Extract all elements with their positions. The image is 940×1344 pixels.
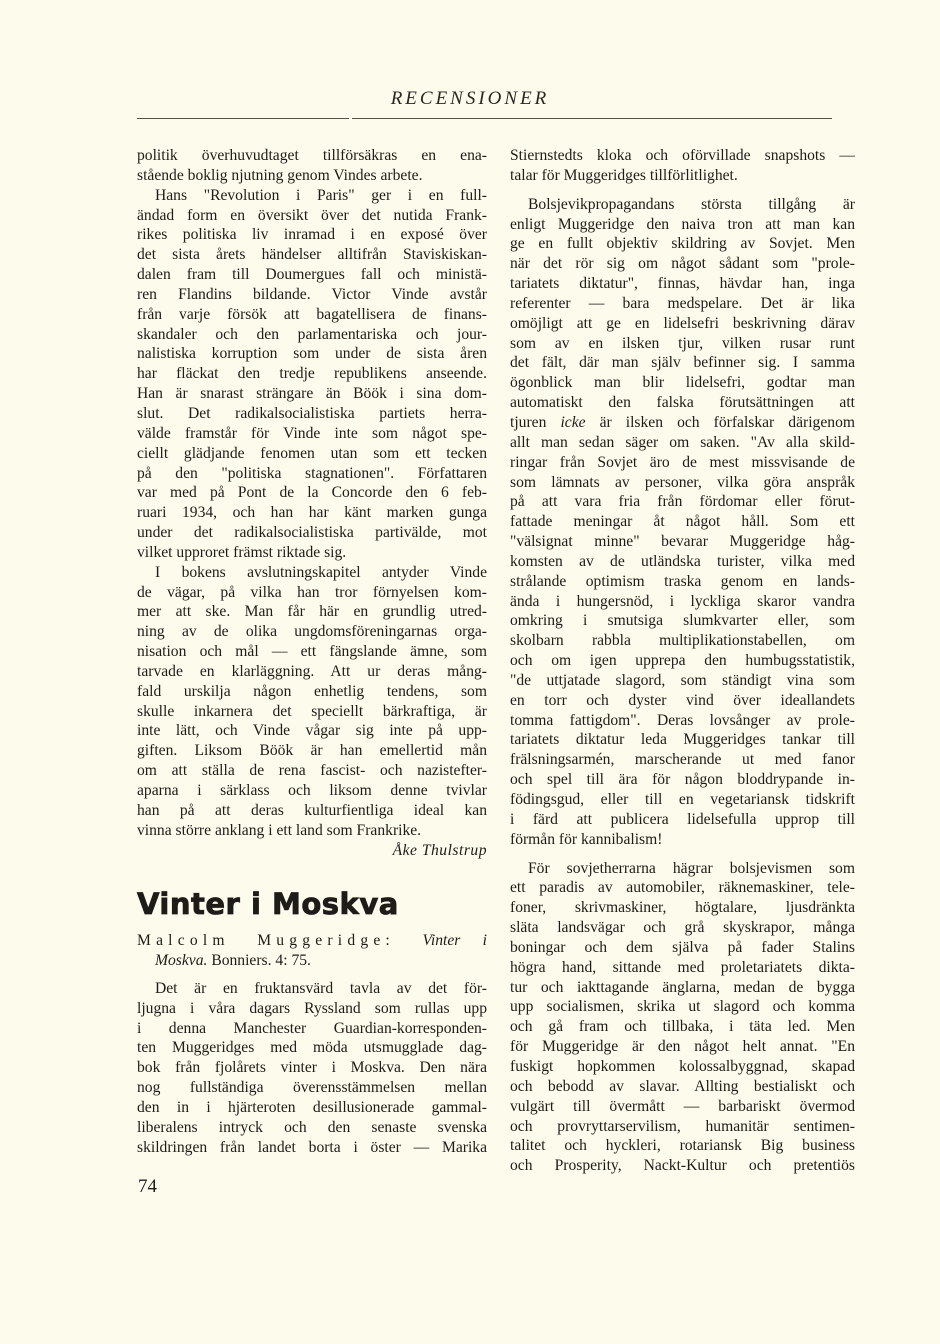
text-line: ciellt glädjande fenomen utan som ett tecken xyxy=(137,444,487,462)
text-line: ögonblick man blir lidelsefri, godtar man xyxy=(510,374,855,392)
publisher-price: Bonniers. 4: 75. xyxy=(211,952,311,970)
text-line: talar för Muggeridges tillförlitlighet. xyxy=(510,166,738,184)
review2-paragraph-2 xyxy=(510,195,855,850)
byline-line-2 xyxy=(137,951,487,971)
text-fragment: är ilsken och förfalskar därigenom xyxy=(585,413,855,431)
text-line: ändad form en översikt över det nutida Frank- xyxy=(137,206,487,224)
text-line: och spel till ära för någon bloddrypande in- xyxy=(510,771,855,789)
emphasis: icke xyxy=(560,413,586,431)
text-line: stående boklig njutning genom Vindes arbete. xyxy=(137,166,423,184)
text-line: Bolsjevikpropagandans största tillgång är xyxy=(528,195,855,213)
text-line: ge en fullt objektiv skildring av Sovjet. Men xyxy=(510,235,855,253)
byline-line-1 xyxy=(137,931,487,951)
text-line: dalen fram till Doumergues fall och ministä- xyxy=(137,266,487,284)
text-line: det fält, där man själv befinner sig. I samma xyxy=(510,354,855,372)
text-line: och provryttarservilism, humanitär sentimen- xyxy=(510,1117,855,1135)
page-number: 74 xyxy=(138,1176,157,1197)
text-line: vulgärt till övermått — barbariskt övermod xyxy=(510,1097,855,1115)
text-fragment: tjuren xyxy=(510,413,561,431)
text-line: rikes politiska liv inramad i en exposé över xyxy=(137,226,487,244)
text-line: och bebodd av slavar. Allting bestialiskt och xyxy=(510,1077,855,1095)
text-line: politik överhuvudtaget tillförsäkras en ena- xyxy=(137,147,487,164)
text-line: när det rör sig om något sådant som "prole- xyxy=(510,255,855,273)
text-line: "de uttjatade slagord, som ständigt vina som xyxy=(510,671,855,689)
text-line: och Prosperity, Nackt-Kultur och pretentiös xyxy=(510,1157,855,1175)
text-line: ringar från Sovjet äro de mest missvisande de xyxy=(510,453,855,471)
text-line: ruari 1934, och han har känt marken gunga xyxy=(137,504,487,522)
text-line: foner, skrivmaskiner, högtalare, ljusdränkta xyxy=(510,899,855,917)
text-line xyxy=(510,413,855,433)
text-line: inte lätt, och Vinde vågar sig inte på upp- xyxy=(137,722,487,740)
text-line: bok från fjolårets vinter i Moskva. Den nära xyxy=(137,1059,487,1077)
text-line: ning av de olika ungdomsföreningarnas orga- xyxy=(137,623,487,641)
text-line: vilket upproret främst riktade sig. xyxy=(137,543,347,561)
text-line: mer att ske. Man får här en grundlig utred- xyxy=(137,603,487,621)
text-line: om att ställa de rena fascist- och nazistefter- xyxy=(137,762,487,780)
text-line: och gå fram och tillbaka, i täta led. Men xyxy=(510,1018,855,1036)
text-line: det sista årets händelser alltifrån Staviskiskan- xyxy=(137,246,487,264)
header-rule-left xyxy=(137,118,349,119)
right-column xyxy=(510,146,855,1176)
text-line: förmån för kannibalism! xyxy=(510,830,663,848)
review2-paragraph-1-cont xyxy=(510,146,855,186)
text-line: tariatets diktatur", finnas, hävdar han, inga xyxy=(510,275,855,293)
text-line: den in i hjärteroten desillusionerade gammal- xyxy=(137,1098,487,1116)
header-rule-right xyxy=(352,118,832,119)
text-line: ten Muggeridges med möda utsmugglade dag- xyxy=(137,1039,487,1057)
text-line: Han är snarast strängare än Böök i sina dom- xyxy=(137,385,487,403)
author-name: Malcolm Muggeridge: xyxy=(137,932,395,950)
text-line: enligt Muggeridge den naiva tron att man kan xyxy=(510,215,855,233)
review2-byline xyxy=(137,931,487,971)
text-line: ljugna i våra dagars Ryssland som rullas upp xyxy=(137,999,487,1017)
running-head: RECENSIONER xyxy=(390,88,550,109)
text-line: på att vara fria från fördomar eller förut- xyxy=(510,493,855,511)
review1-signature: Åke Thulstrup xyxy=(392,841,487,859)
text-line: skandaler och den parlamentariska och jour- xyxy=(137,325,487,343)
text-line: fuskigt hopkommen kolossalbyggnad, skapad xyxy=(510,1057,855,1075)
text-line: fattade meningar åt något håll. Som ett xyxy=(510,513,855,531)
text-line: skildringen från landet borta i öster — Marika xyxy=(137,1138,487,1156)
text-line: I bokens avslutningskapitel antyder Vinde xyxy=(155,563,487,581)
text-line: i denna Manchester Guardian-korresponden- xyxy=(137,1019,487,1037)
text-line: tarvade en klarläggning. Att ur deras mång- xyxy=(137,662,487,680)
text-line: högra hand, sittande med proletariatets dikta- xyxy=(510,958,855,976)
text-line: ända i hungersnöd, i lyckliga skaror vandra xyxy=(510,592,855,610)
review1-continuation xyxy=(137,146,487,186)
text-line: tariatets diktatur leda Muggeridges tankar till xyxy=(510,731,855,749)
text-line: som lämnats av personer, vilka göra anspråk xyxy=(510,473,855,491)
text-line: strålande optimism traska genom en lands- xyxy=(510,572,855,590)
text-line: Stiernstedts kloka och oförvillade snapshots — xyxy=(510,147,855,164)
text-line: för Muggeridge är den något helt annat. "En xyxy=(510,1038,855,1056)
text-line: släta landsvägar och grå skyskrapor, många xyxy=(510,919,855,937)
text-line: talitet och hyckleri, rotariansk Big business xyxy=(510,1137,855,1155)
text-line: Det är en fruktansvärd tavla av det för- xyxy=(155,979,487,997)
text-line: från varje försök att bagatellisera de finans- xyxy=(137,305,487,323)
book-title: Vinter i xyxy=(422,932,487,950)
text-line: komsten av de utländska turister, vilka med xyxy=(510,552,855,570)
review2-heading: Vinter i Moskva xyxy=(137,887,399,922)
text-line: vinna större anklang i ett land som Frankrike. xyxy=(137,821,422,839)
left-column xyxy=(137,146,487,1158)
text-line: tur och iakttagande änglarna, medan de bygga xyxy=(510,978,855,996)
text-line: välde framstår för Vinde inte som något spe- xyxy=(137,424,487,442)
review2-paragraph-1 xyxy=(137,979,487,1158)
text-line: har fläckat den tredje republikens anseende. xyxy=(137,365,487,383)
text-line: i färd att publicera lidelsefulla upprop till xyxy=(510,810,855,828)
text-line: automatiskt den falska förutsättningen att xyxy=(510,394,855,412)
text-line: under det radikalsocialistiska partivälde, mot xyxy=(137,524,487,542)
text-line: en torr och dyster vind över ideallandets xyxy=(510,691,855,709)
text-line: omkring i smutsiga slumkvarter eller, som xyxy=(510,612,855,630)
text-line: "välsignat minne" bevarar Muggeridge håg- xyxy=(510,533,855,551)
text-line: giften. Liksom Böök är han emellertid mån xyxy=(137,742,487,760)
text-line: fald urskilja någon enhetlig tendens, som xyxy=(137,682,487,700)
text-line: aparna i särklass och liksom denne tvivlar xyxy=(137,782,487,799)
book-title-cont: Moskva. xyxy=(155,952,208,970)
text-line: allt man sedan säger om saken. "Av alla skild- xyxy=(510,433,855,451)
text-line: var med på Pont de la Concorde den 6 feb- xyxy=(137,484,487,502)
text-line: de vägar, på vilka han tror förnyelsen kom- xyxy=(137,583,487,601)
review1-paragraph-2 xyxy=(137,186,487,563)
text-line: Hans "Revolution i Paris" ger i en full- xyxy=(155,186,487,204)
text-line: han på att deras kulturfientliga ideal kan xyxy=(137,801,487,819)
review1-paragraph-3 xyxy=(137,563,487,841)
text-line: ett paradis av automobiler, räknemaskiner, tele- xyxy=(510,879,855,897)
text-line: slut. Det radikalsocialistiska partiets herra- xyxy=(137,404,487,422)
text-line: skolbarn rabbla multiplikationstabellen, om xyxy=(510,632,855,650)
text-line: referenter — bara medspelare. Det är lika xyxy=(510,294,855,312)
text-line: liberalens intryck och den senaste svenska xyxy=(137,1118,487,1136)
text-line: tomma fattigdom". Deras lovsånger av prole- xyxy=(510,711,855,729)
text-line: omöjligt att ge en lidelsefri beskrivning därav xyxy=(510,314,855,332)
review2-paragraph-3 xyxy=(510,859,855,1177)
text-line: på den "politiska stagnationen". Författaren xyxy=(137,464,487,482)
text-line: och om igen upprepa den humbugsstatistik, xyxy=(510,652,855,670)
text-line: skulle inkarnera det speciellt bärkraftiga, är xyxy=(137,702,487,720)
text-line: nog fullständiga överensstämmelsen mellan xyxy=(137,1079,487,1097)
text-line: nalistiska korruption som under de sista åren xyxy=(137,345,487,363)
text-line: ren Flandins bildande. Victor Vinde avstår xyxy=(137,285,487,303)
text-line: frälsningsarmén, marscherande ut med fanor xyxy=(510,751,855,769)
text-line: För sovjetherrarna hägrar bolsjevismen som xyxy=(528,859,855,877)
text-line: födingsgud, eller till en vegetariansk tidskrift xyxy=(510,791,855,808)
text-line: som av en ilsken tjur, vilken rusar runt xyxy=(510,334,855,352)
text-line: upp socialismen, skrika ut slagord och komma xyxy=(510,998,855,1016)
text-line: boningar och dem själva på fader Stalins xyxy=(510,938,855,956)
text-line: nisation och mål — ett fängslande ämne, som xyxy=(137,643,487,661)
